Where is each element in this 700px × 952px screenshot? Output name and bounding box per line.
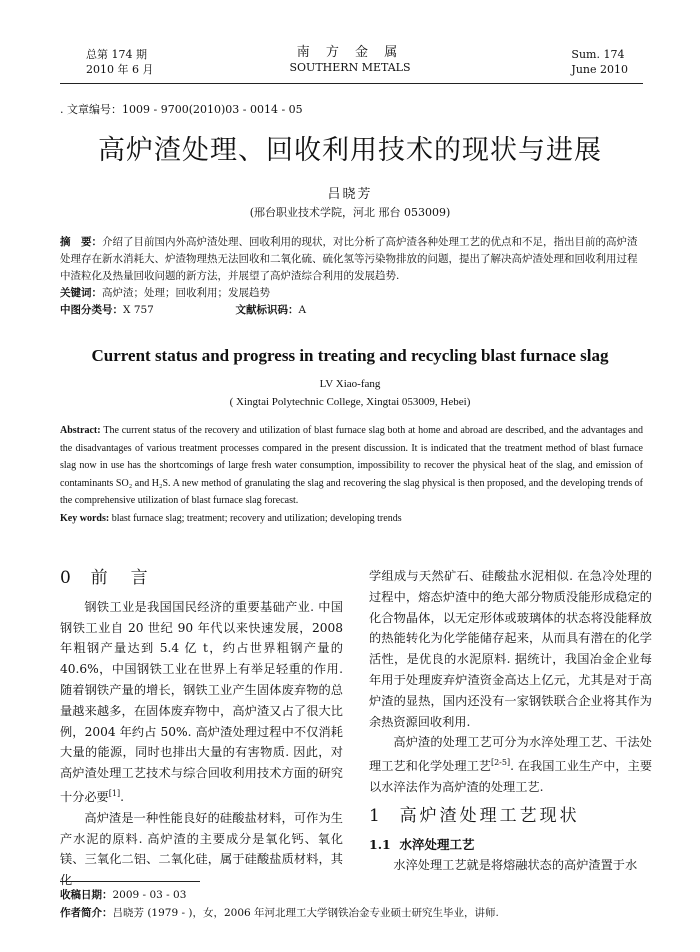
keywords-en-label: Key words: [60, 512, 106, 524]
article-number: . 文章编号：1009 - 9700(2010)03 - 0014 - 05: [60, 103, 303, 116]
author-cn: 吕晓芳: [327, 187, 373, 202]
right-p2-text: 高炉渣的处理工艺可分为水淬处理工艺、干法处理工艺和化学处理工艺: [369, 735, 652, 774]
author-en: LV Xiao-fang: [319, 378, 381, 390]
abstract-en: Abstract: The current status of the recovery and utilization of blast furnace slag both at home and abroad are described, and the advantages and the disadvantages of various treatment processes compared in the present discussion. It is indicated that the treatment method of blast furnace slag now in use has the shortcomings of large fresh water consumption, impossibility to recover the physical heat of the slag, and emission of contaminants SO₂ and H₂S. A new method of granulating the slag and recovering the slag physical is then proposed, and the developing trends of the comprehensive utilization of blast furnace slag forecast. Key words: blast furnace slag; treatment; recovery and utilization; developing trends: [60, 425, 643, 524]
class-no-label: 中图分类号：: [60, 304, 123, 316]
sum-date: June 2010: [571, 63, 628, 76]
title-cn: 高炉渣处理、回收利用技术的现状与进展: [98, 135, 602, 166]
affiliation-cn: (邢台职业技术学院，河北 邢台 053009): [249, 206, 451, 219]
received-text: 2009 - 03 - 03: [112, 889, 187, 901]
section-1-heading: [369, 806, 652, 827]
paragraph: 高炉渣是一种性能良好的硅酸盐材料，可作为生产水泥的原料. 高炉渣的主要成分是氧化钙、氧化镁、三氧化二铝、二氧化硅，属于硅酸盐质材料，其化: [60, 810, 343, 888]
paragraph: 学组成与天然矿石、硅酸盐水泥相似. 在急冷处理的过程中，熔态炉渣中的绝大部分物质没能形成稳定的化合物晶体，以无定形体或玻璃体的状态将没能释放的热能转化为化学能储存起来，从而具有潜在的化学活性，是优良的水泥原料. 据统计，我国冶金企业每年用于处理废弃炉渣资金高达上亿元，尤其是对于高炉渣的显热，国内还没有一家钢铁联合企业将其作为余热资源回收利用.: [369, 569, 652, 729]
footnote-rule: [60, 881, 200, 882]
left-p1-end: .: [120, 790, 124, 805]
right-p2-end: . 在我国工业生产中，主要以水淬法作为高炉渣的处理工艺.: [369, 759, 653, 795]
section-1-number: 1: [369, 805, 383, 826]
issue-date: 2010 年 6 月: [86, 63, 154, 76]
column-left: [60, 566, 343, 891]
header-rule: [60, 83, 643, 84]
section-0-heading: [60, 568, 343, 589]
author-bio: [60, 904, 499, 922]
abstract-cn-label: 摘 要：: [60, 236, 102, 248]
bio-label: 作者简介：: [60, 907, 113, 919]
footnotes: [60, 886, 499, 922]
affiliation-en: ( Xingtai Polytechnic College, Xingtai 053009, Hebei): [229, 396, 471, 408]
header-right: [571, 47, 628, 77]
journal-name-cn: 南 方 金 属: [296, 45, 404, 60]
doc-code-text: A: [298, 304, 307, 316]
section-1-title: 高炉渣处理工艺现状: [399, 805, 580, 826]
column-right: [369, 566, 652, 876]
subsection-1-1-title: 水淬处理工艺: [399, 836, 475, 852]
doc-code-label: 文献标识码：: [235, 304, 299, 316]
received-label: 收稿日期：: [60, 889, 113, 901]
paragraph: 水淬处理工艺就是将熔融状态的高炉渣置于水: [393, 858, 638, 873]
paragraph: [369, 732, 652, 797]
keywords-en-text: blast furnace slag; treatment; recovery and utilization; developing trends: [111, 512, 402, 524]
sum-issue: Sum. 174: [571, 48, 625, 61]
citation: [2-5]: [490, 758, 511, 768]
bio-text: 吕晓芳 (1979 - )，女，2006 年河北理工大学钢铁冶金专业硕士研究生毕业，讲师.: [112, 907, 499, 919]
class-no-text: X 757: [123, 304, 154, 316]
section-0-number: 0: [60, 568, 74, 588]
journal-name-en: SOUTHERN METALS: [289, 61, 411, 74]
abstract-en-label: Abstract: [60, 425, 98, 436]
citation: [1]: [108, 788, 121, 798]
issue-number: 总第 174 期: [86, 48, 147, 61]
subsection-1-1-heading: [369, 835, 652, 856]
keywords-cn-text: 高炉渣；处理；回收利用；发展趋势: [102, 287, 270, 299]
received-date: [60, 886, 499, 904]
left-p1-text: 钢铁工业是我国国民经济的重要基础产业. 中国钢铁工业自 20 世纪 90 年代以来快速发展，2008 年粗钢产量达到 5.4 亿 t，约占世界粗钢产量的 40.6%，中国钢铁工业在世界上有举足轻重的作用. 随着钢铁产量的增长，钢铁工业产生固体废弃物的总量越来越多，在固体废弃物中，高炉渣又占了很大比例，2004 年约占 50%. 高炉渣处理过程中不仅消耗大量的能源，同时也排出大量的有害物质. 因此，对高炉渣处理工艺技术与综合回收利用技术方面的研究十分必要: [60, 599, 343, 805]
section-0-title: 前 言: [90, 568, 151, 588]
title-en: Current status and progress in treating and recycling blast furnace slag: [91, 346, 609, 365]
keywords-cn-label: 关键词：: [60, 287, 102, 299]
abstract-cn: [60, 234, 643, 319]
abstract-en-text: The current status of the recovery and utilization of blast furnace slag both at home and abroad are described, and the advantages and the disadvantages of various treatment processes compared in the present discussion. It is indicated that the treatment method of blast furnace slag now in use has the shortcomings of large fresh water consumption, impossibility to recover the physical heat of the slag, and emission of contaminants SO₂ and H₂S. A new method of granulating the slag and recovering the slag physical is then proposed, and the developing trends of the comprehensive utilization of blast furnace slag forecast.: [60, 425, 643, 506]
paragraph: [60, 597, 343, 808]
subsection-1-1-number: 1.1: [369, 836, 391, 852]
abstract-cn-text: 介绍了目前国内外高炉渣处理、回收利用的现状，对比分析了高炉渣各种处理工艺的优点和不足，指出目前的高炉渣处理存在新水消耗大、炉渣物理热无法回收和二氧化硫、硫化氢等污染物排放的问题，提出了解决高炉渣处理和回收利用过程中渣粒化及热量回收问题的新方法，并展望了高炉渣综合利用的发展趋势.: [60, 236, 638, 282]
